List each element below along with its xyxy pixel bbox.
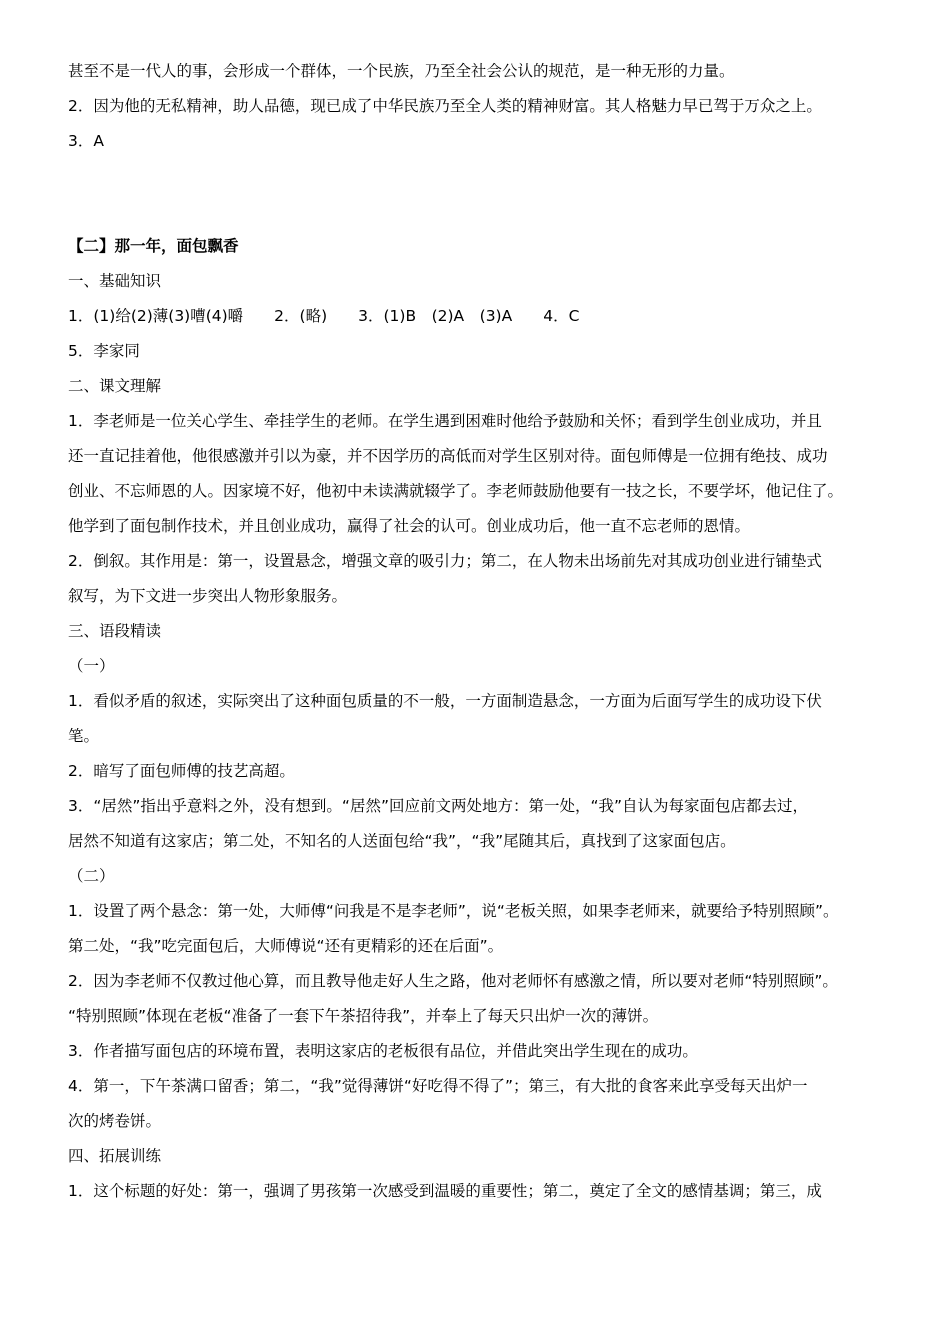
text-line: 次的烤卷饼。: [68, 1112, 162, 1130]
text-line: 1．李老师是一位关心学生、牵挂学生的老师。在学生遇到困难时他给予鼓励和关怀；看到学生创业成功，并且: [68, 412, 822, 430]
subheading: 三、语段精读: [68, 622, 162, 640]
text-line: 第二处，“我”吃完面包后，大师傅说“还有更精彩的还在后面”。: [68, 937, 504, 955]
text-line: 2．因为李老师不仅教过他心算，而且教导他走好人生之路，他对老师怀有感激之情，所以要对老师“特别照顾”。: [68, 972, 838, 990]
text-line: 5．李家同: [68, 342, 140, 360]
text-line: 2．因为他的无私精神，助人品德，现已成了中华民族乃至全人类的精神财富。其人格魅力早已驾于万众之上。: [68, 97, 822, 115]
text-line: 还一直记挂着他，他很感激并引以为豪，并不因学历的高低而对学生区别对待。面包师傅是一位拥有绝技、成功: [68, 447, 828, 465]
text-line: 3．“居然”指出乎意料之外，没有想到。“居然”回应前文两处地方：第一处，“我”自认为每家面包店都去过，: [68, 797, 809, 815]
text-line: 1．(1)给(2)薄(3)嘈(4)嚼 2．(略) 3．(1)B (2)A (3)A 4．C: [68, 307, 580, 325]
subsection-marker: （一）: [68, 657, 115, 675]
subheading: 一、基础知识: [68, 272, 162, 290]
text-line: 1．这个标题的好处：第一，强调了男孩第一次感受到温暖的重要性；第二，奠定了全文的感情基调；第三，成: [68, 1182, 822, 1200]
text-line: 创业、不忘师恩的人。因家境不好，他初中未读满就辍学了。李老师鼓励他要有一技之长，不要学坏，他记住了。: [68, 482, 844, 500]
section-answers: [68, 229, 892, 1209]
text-line: 叙写，为下文进一步突出人物形象服务。: [68, 587, 348, 605]
section-spacer: [68, 159, 892, 229]
text-line: 3．A: [68, 132, 104, 150]
section-title: 【二】那一年，面包飘香: [68, 237, 239, 255]
text-line: 2．倒叙。其作用是：第一，设置悬念，增强文章的吸引力；第二，在人物未出场前先对其成功创业进行铺垫式: [68, 552, 822, 570]
subheading: 二、课文理解: [68, 377, 162, 395]
subsection-marker: （二）: [68, 867, 115, 885]
text-line: 3．作者描写面包店的环境布置，表明这家店的老板很有品位，并借此突出学生现在的成功。: [68, 1042, 698, 1060]
previous-answers: [68, 54, 892, 159]
text-line: 甚至不是一代人的事，会形成一个群体，一个民族，乃至全社会公认的规范，是一种无形的力量。: [68, 62, 735, 80]
text-line: 2．暗写了面包师傅的技艺高超。: [68, 762, 295, 780]
text-line: 笔。: [68, 727, 100, 745]
text-line: 1．设置了两个悬念：第一处，大师傅“问我是不是李老师”，说“老板关照，如果李老师来，就要给予特别照顾”。: [68, 902, 839, 920]
text-line: “特别照顾”体现在老板“准备了一套下午茶招待我”，并奉上了每天只出炉一次的薄饼。: [68, 1007, 659, 1025]
document-page: [68, 0, 892, 1209]
text-line: 1．看似矛盾的叙述，实际突出了这种面包质量的不一般，一方面制造悬念，一方面为后面写学生的成功设下伏: [68, 692, 822, 710]
top-margin: [68, 0, 892, 54]
text-line: 居然不知道有这家店；第二处，不知名的人送面包给“我”，“我”尾随其后，真找到了这家面包店。: [68, 832, 736, 850]
subheading: 四、拓展训练: [68, 1147, 162, 1165]
text-line: 他学到了面包制作技术，并且创业成功，赢得了社会的认可。创业成功后，他一直不忘老师的恩情。: [68, 517, 751, 535]
text-line: 4．第一，下午茶满口留香；第二，“我”觉得薄饼“好吃得不得了”；第三，有大批的食客来此享受每天出炉一: [68, 1077, 808, 1095]
